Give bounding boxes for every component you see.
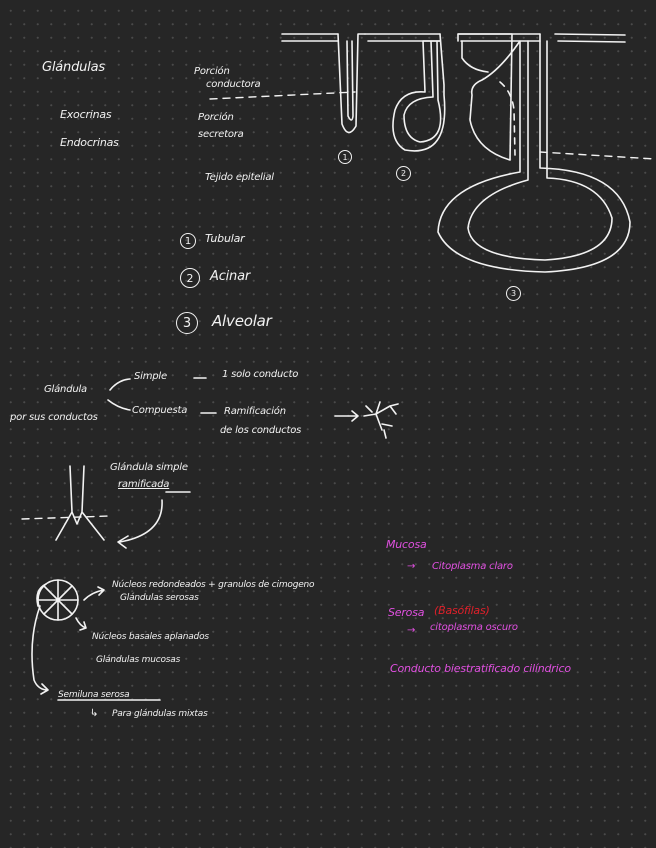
gland-inner-line [462,41,488,72]
pink-conducto: Conducto biestratificado cilíndrico [390,662,571,675]
label-simple: Simple [134,371,167,382]
label-glandula: Glándula [44,384,87,395]
marker-1: 1 [338,150,352,164]
label-ramificada: ramificada [118,479,170,490]
pink-arrow-1: → [407,561,416,572]
pink-arrow-2: → [407,625,416,636]
red-basofilas: (Basófilas) [434,604,490,617]
marker-2: 2 [396,166,411,181]
label-secretora: secretora [198,129,244,140]
label-por-sus-conductos: por sus conductos [10,412,98,423]
label-semiluna-serosa: Semiluna serosa [58,690,130,700]
label-nucleos-redondeados: Núcleos redondeados + granulos de cimogeno [112,580,315,590]
label-ramificacion: Ramificación [224,406,286,417]
type-3-number: 3 [176,312,198,334]
type-2-number: 2 [180,268,200,288]
label-glandulas-mixtas: Para glándulas mixtas [112,709,208,719]
marker-3: 3 [506,286,521,301]
pink-serosa: Serosa [388,606,425,619]
label-porcion-2: Porción [198,112,234,123]
type-acinar: Acinar [210,269,251,284]
pink-mucosa: Mucosa [386,538,427,551]
label-de-los-conductos: de los conductos [220,425,302,436]
branching-arrow [335,402,398,438]
type-alveolar: Alveolar [212,312,272,330]
label-endocrinas: Endocrinas [60,136,119,149]
type-tubular: Tubular [205,232,245,245]
label-conductora: conductora [206,79,261,90]
label-porcion: Porción [194,66,230,77]
label-nucleos-basales: Núcleos basales aplanados [92,632,209,642]
type-1-number: 1 [180,233,196,249]
alveolar-gland-drawing [438,34,630,272]
label-glandula-simple: Glándula simple [110,462,188,473]
label-tejido-epitelial: Tejido epitelial [205,172,274,183]
epithelium-surface [282,34,625,42]
title-glandulas: Glándulas [42,60,105,75]
arrow-glyph: ↳ [90,708,99,719]
tubular-gland-drawing [338,34,365,133]
label-compuesta: Compuesta [132,405,188,416]
label-1-solo-conducto: 1 solo conducto [222,369,299,380]
pink-citoplasma-claro: Citoplasma claro [432,561,513,572]
duct-dashes [500,82,515,155]
label-glandulas-serosas: Glándulas serosas [120,593,199,603]
label-glandulas-mucosas: Glándulas mucosas [96,655,181,665]
pink-citoplasma-oscuro: citoplasma oscuro [430,622,518,633]
acinar-gland-drawing [393,34,445,151]
label-exocrinas: Exocrinas [60,108,112,121]
